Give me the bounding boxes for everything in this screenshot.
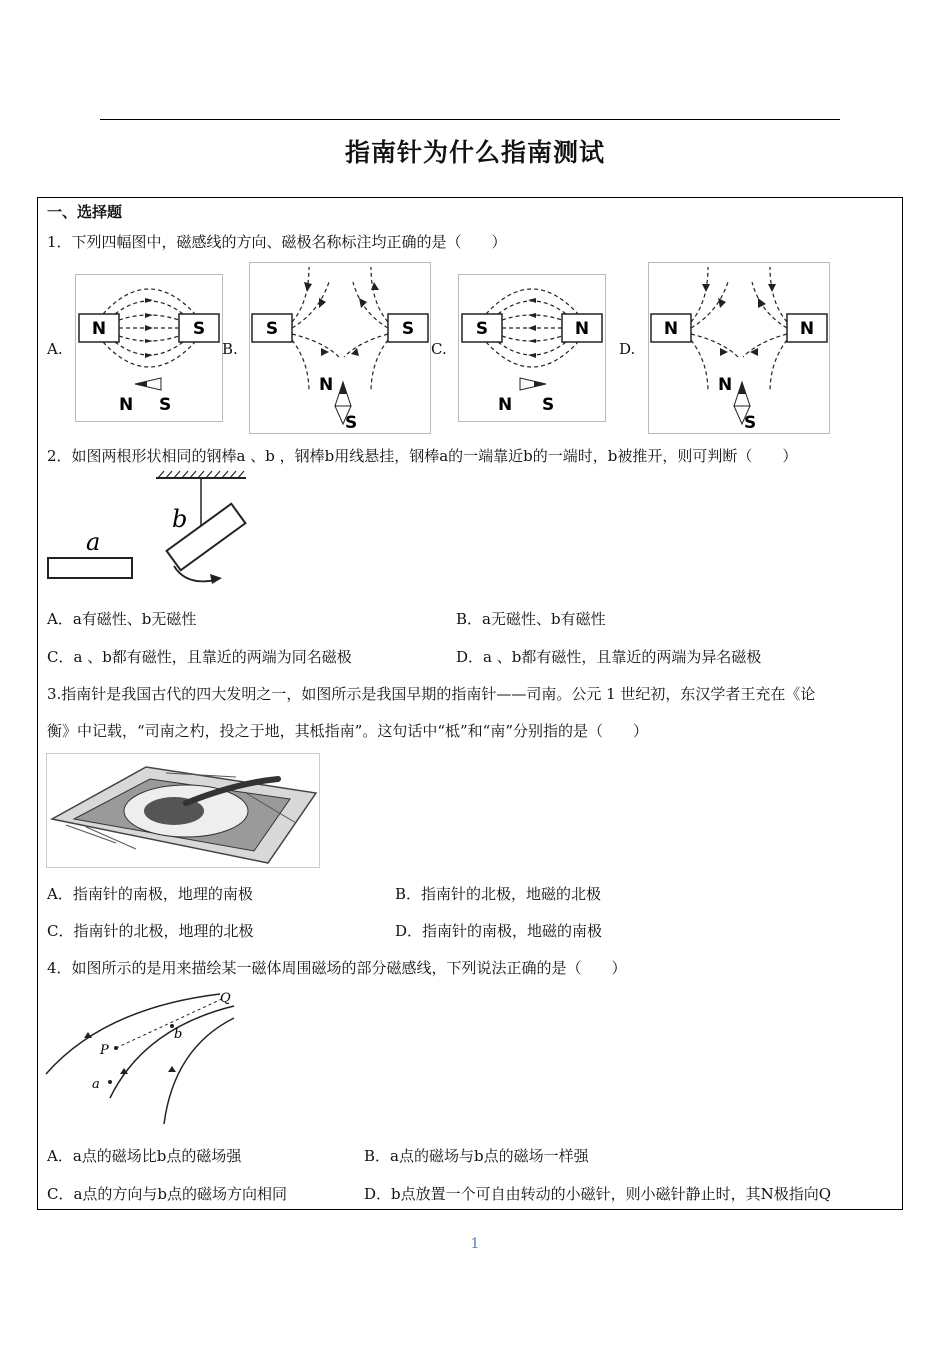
q2-figure — [46, 470, 251, 598]
point-p-label: P — [100, 1043, 109, 1058]
q4-option-b[interactable]: B．a点的磁场与b点的磁场一样强 — [364, 1147, 589, 1165]
section-heading: 一、选择题 — [47, 203, 123, 221]
q1-option-d-label[interactable]: D. — [619, 340, 636, 358]
q2-option-c[interactable]: C．a 、b都有磁性，且靠近的两端为同名磁极 — [47, 648, 352, 666]
page-title: 指南针为什么指南测试 — [344, 138, 605, 167]
q3-stem-line2: 衡》中记载，“司南之杓，投之于地，其柢指南”。这句话中“柢”和“南”分别指的是（ ） — [47, 722, 649, 740]
q1-option-b-label[interactable]: B. — [222, 340, 238, 358]
q3-option-a[interactable]: A．指南针的南极，地理的南极 — [47, 885, 253, 903]
needle-s-label: S — [345, 413, 358, 433]
magnet-right-pole: N — [574, 319, 590, 339]
q3-option-c[interactable]: C．指南针的北极，地理的北极 — [47, 922, 254, 940]
magnet-left-pole: N — [663, 319, 679, 339]
header-rule — [100, 119, 840, 120]
magnet-right-pole: N — [799, 319, 815, 339]
q3-sinan-image — [46, 753, 320, 868]
magnet-left-pole: S — [265, 319, 279, 339]
needle-n-label: N — [718, 375, 733, 395]
q4-option-a[interactable]: A．a点的磁场比b点的磁场强 — [47, 1147, 242, 1165]
magnet-right-pole: S — [401, 319, 415, 339]
needle-n-label: N — [319, 375, 334, 395]
q3-option-b[interactable]: B．指南针的北极，地磁的北极 — [395, 885, 602, 903]
needle-s-label: S — [159, 395, 172, 415]
needle-s-label: S — [744, 413, 757, 433]
question-box — [37, 197, 903, 1210]
page-number: 1 — [470, 1236, 480, 1252]
q1-stem: 1．下列四幅图中，磁感线的方向、磁极名称标注均正确的是（ ） — [47, 233, 507, 251]
magnet-left-pole: N — [91, 319, 107, 339]
needle-n-label: N — [119, 395, 134, 415]
rod-b-label: b — [172, 505, 188, 533]
q2-option-b[interactable]: B．a无磁性、b有磁性 — [456, 610, 606, 628]
q1-option-c-label[interactable]: C. — [431, 340, 447, 358]
q1-figure-c — [458, 274, 606, 422]
q4-stem: 4．如图所示的是用来描绘某一磁体周围磁场的部分磁感线，下列说法正确的是（ ） — [47, 959, 627, 977]
q4-option-c[interactable]: C．a点的方向与b点的磁场方向相同 — [47, 1185, 288, 1203]
point-a-label: a — [92, 1077, 100, 1092]
q1-option-a-label[interactable]: A. — [47, 340, 63, 358]
q1-figure-b — [249, 262, 431, 434]
point-b-label: b — [174, 1027, 183, 1042]
q3-option-d[interactable]: D．指南针的南极，地磁的南极 — [395, 922, 603, 940]
needle-s-label: S — [542, 395, 555, 415]
magnet-left-pole: S — [475, 319, 489, 339]
point-q-label: Q — [220, 991, 231, 1006]
needle-n-label: N — [498, 395, 513, 415]
q2-option-a[interactable]: A．a有磁性、b无磁性 — [47, 610, 197, 628]
magnet-right-pole: S — [192, 319, 206, 339]
q2-stem: 2．如图两根形状相同的钢棒a 、b ，钢棒b用线悬挂，钢棒a的一端靠近b的一端时，b被推开，则可判断（ ） — [47, 447, 798, 465]
rod-a-label: a — [86, 528, 101, 556]
q4-option-d[interactable]: D．b点放置一个可自由转动的小磁针，则小磁针静止时，其N极指向Q — [364, 1185, 832, 1203]
q3-stem-line1: 3.指南针是我国古代的四大发明之一，如图所示是我国早期的指南针——司南。公元 1 世纪初，东汉学者王充在《论 — [47, 685, 816, 703]
q1-figure-a — [75, 274, 223, 422]
q1-figure-d — [648, 262, 830, 434]
q2-option-d[interactable]: D．a 、b都有磁性，且靠近的两端为异名磁极 — [456, 648, 762, 666]
q4-field-lines-figure — [44, 988, 254, 1128]
